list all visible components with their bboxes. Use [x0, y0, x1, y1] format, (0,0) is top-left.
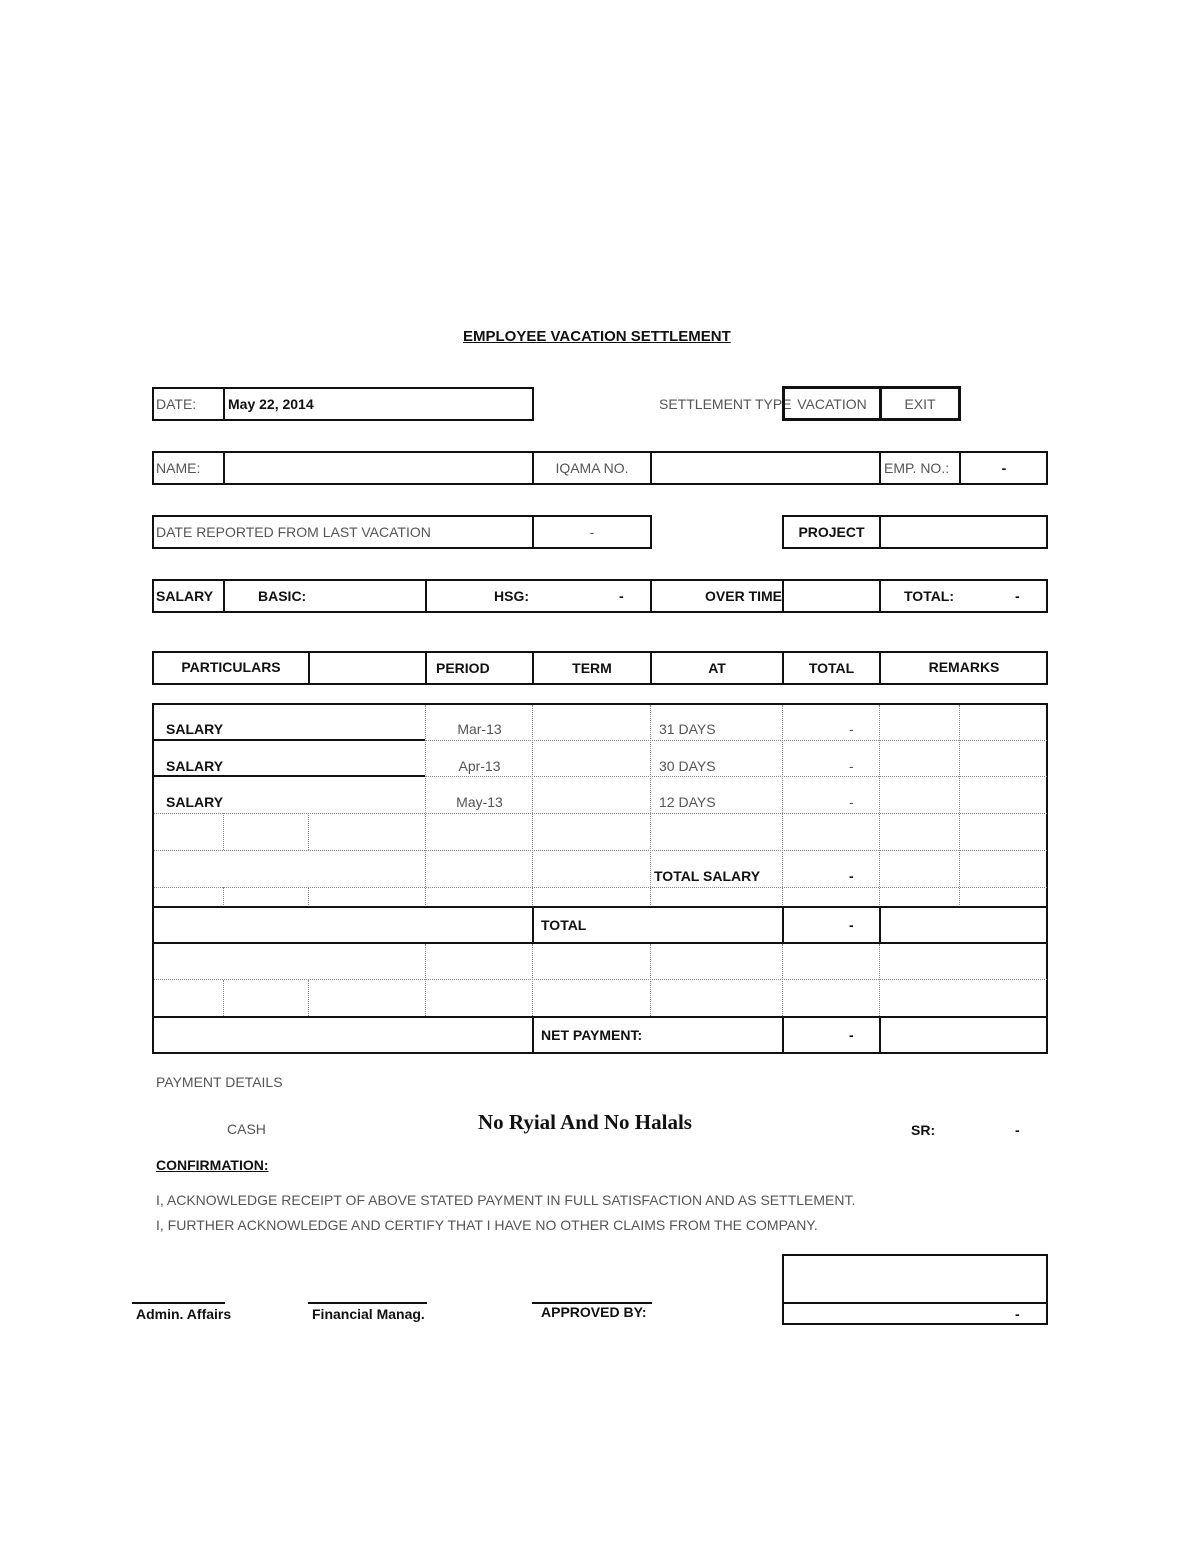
row-2-period: Apr-13 [458, 758, 501, 774]
page-title: EMPLOYEE VACATION SETTLEMENT [463, 328, 731, 345]
admin-signature-line [132, 1302, 225, 1304]
salary-label: SALARY [156, 588, 214, 604]
option-exit[interactable]: EXIT [904, 396, 936, 412]
confirmation-line-1: I, ACKNOWLEDGE RECEIPT OF ABOVE STATED PAYMENT IN FULL SATISFACTION AND AS SETTLEMENT. [156, 1192, 856, 1208]
settlement-table [152, 703, 1048, 1054]
settlement-type-label: SETTLEMENT TYPE [659, 396, 792, 412]
basic-label: BASIC: [258, 588, 307, 604]
row-3-at: 12 DAYS [659, 794, 716, 810]
confirmation-line-2: I, FURTHER ACKNOWLEDGE AND CERTIFY THAT I HAVE NO OTHER CLAIMS FROM THE COMPANY. [156, 1217, 818, 1233]
hsg-value[interactable]: - [619, 588, 624, 604]
date-label: DATE: [156, 396, 197, 412]
emp-no-value[interactable]: - [1001, 460, 1007, 476]
net-payment-label: NET PAYMENT: [541, 1027, 643, 1043]
net-payment-value: - [849, 1027, 854, 1043]
row-1-at: 31 DAYS [659, 721, 716, 737]
row-2-particular: SALARY [166, 758, 224, 774]
row-3-particular: SALARY [166, 794, 224, 810]
salary-total-label: TOTAL: [904, 588, 955, 604]
approved-by-label: APPROVED BY: [541, 1304, 647, 1320]
overtime-label: OVER TIME [705, 588, 783, 604]
row-1-total: - [849, 721, 854, 737]
employee-signature-box[interactable] [782, 1254, 1048, 1325]
row-1-particular: SALARY [166, 721, 224, 737]
total-salary-label: TOTAL SALARY [654, 868, 761, 884]
financial-manager-label: Financial Manag. [312, 1306, 425, 1322]
sr-value: - [1015, 1122, 1020, 1138]
row-1-period: Mar-13 [457, 721, 502, 737]
header-particulars: PARTICULARS [181, 659, 281, 675]
date-box [152, 387, 534, 421]
row-2-total: - [849, 758, 854, 774]
payment-details-label: PAYMENT DETAILS [156, 1074, 283, 1090]
admin-affairs-label: Admin. Affairs [136, 1306, 232, 1322]
financial-signature-line [308, 1302, 427, 1304]
confirmation-heading: CONFIRMATION: [156, 1157, 269, 1173]
salary-total-value[interactable]: - [1015, 588, 1020, 604]
emp-no-label: EMP. NO.: [884, 460, 950, 476]
name-label: NAME: [156, 460, 201, 476]
amount-in-words: No Ryial And No Halals [478, 1110, 692, 1134]
project-label: PROJECT [798, 524, 865, 540]
sr-label: SR: [911, 1122, 936, 1138]
last-vacation-value[interactable]: - [589, 524, 595, 540]
row-2-at: 30 DAYS [659, 758, 716, 774]
iqama-label: IQAMA NO. [555, 460, 629, 476]
row-3-period: May-13 [456, 794, 503, 810]
header-term: TERM [572, 660, 612, 676]
total-label: TOTAL [541, 917, 587, 933]
hsg-label: HSG: [494, 588, 529, 604]
header-total: TOTAL [808, 660, 855, 676]
option-vacation[interactable]: VACATION [797, 396, 867, 412]
total-salary-value: - [849, 868, 854, 884]
employee-signature-value: - [1015, 1306, 1020, 1322]
payment-method: CASH [227, 1121, 266, 1137]
date-value[interactable]: May 22, 2014 [228, 396, 314, 412]
row-3-total: - [849, 794, 854, 810]
total-value: - [849, 917, 854, 933]
header-at: AT [708, 660, 726, 676]
header-period: PERIOD [436, 660, 490, 676]
header-remarks: REMARKS [928, 659, 1000, 675]
last-vacation-label: DATE REPORTED FROM LAST VACATION [156, 524, 431, 540]
